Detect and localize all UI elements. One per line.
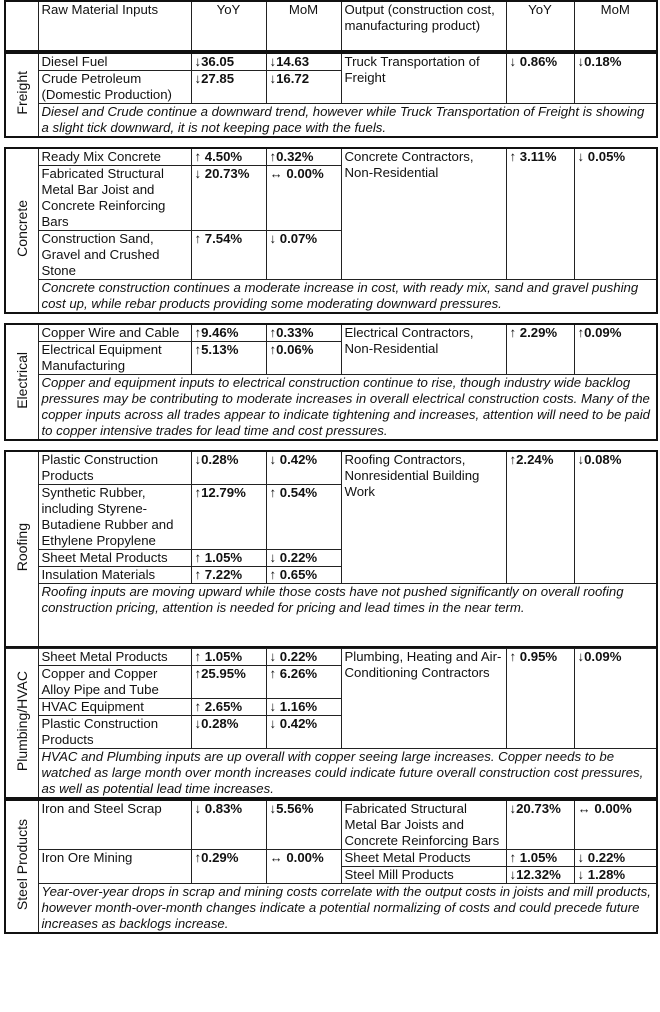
input-mom: ↑ 6.26%	[266, 666, 341, 699]
input-name: Plastic Construction Products	[38, 716, 191, 749]
output-mom: ↓ 1.28%	[574, 867, 657, 884]
category-label	[5, 800, 38, 933]
input-yoy: ↓0.28%	[191, 451, 266, 485]
input-mom: ↑0.33%	[266, 324, 341, 342]
input-mom: ↔ 0.00%	[266, 166, 341, 231]
section-electrical	[4, 323, 658, 441]
input-name: Fabricated Structural Metal Bar Joist and Concrete Reinforcing Bars	[38, 166, 191, 231]
section-note: Roofing inputs are moving upward while those costs have not pushed significantly on overall roofing construction pricing, attention is needed for pricing and lead times in the near term.	[38, 584, 657, 648]
output-name: Roofing Contractors, Nonresidential Building Work	[341, 451, 506, 584]
input-yoy: ↑ 1.05%	[191, 649, 266, 666]
input-name: Electrical Equipment Manufacturing	[38, 342, 191, 375]
input-mom: ↑0.06%	[266, 342, 341, 375]
category-label-text: Plumbing/HVAC	[13, 670, 30, 772]
input-name: Construction Sand, Gravel and Crushed Stone	[38, 231, 191, 280]
input-name: Diesel Fuel	[38, 53, 191, 71]
header-row	[5, 1, 657, 51]
output-name: Sheet Metal Products	[341, 850, 506, 867]
input-name: Copper Wire and Cable	[38, 324, 191, 342]
input-name: Ready Mix Concrete	[38, 148, 191, 166]
note-row	[5, 584, 657, 648]
category-label	[5, 649, 38, 799]
section-note: Copper and equipment inputs to electrical construction continue to rise, though industry wide backlog pressures may be contributing to moderate increases in overall electrical construction costs. Many of the copper inputs across all trades appear to indicate tightening and increases, attention will need to be paid to copper intensive trades for lead time and cost pressures.	[38, 375, 657, 441]
header-input-yoy: YoY	[191, 1, 266, 51]
category-label-text: Freight	[13, 71, 30, 115]
input-yoy: ↑12.79%	[191, 485, 266, 550]
section-freight	[4, 52, 658, 138]
section-steel-products	[4, 799, 658, 934]
output-yoy: ↓ 0.86%	[506, 53, 574, 104]
table-row	[5, 148, 657, 166]
output-mom: ↓0.18%	[574, 53, 657, 104]
output-mom: ↑0.09%	[574, 324, 657, 375]
input-mom: ↔ 0.00%	[266, 850, 341, 884]
category-label	[5, 324, 38, 440]
input-mom: ↓ 0.42%	[266, 451, 341, 485]
output-mom: ↓ 0.05%	[574, 148, 657, 280]
input-mom: ↓ 0.42%	[266, 716, 341, 749]
section-note: HVAC and Plumbing inputs are up overall with copper seeing large increases. Copper needs to be watched as large month over month increases could indicate future overall construction cost pressures, as well as potential lead time increases.	[38, 749, 657, 799]
header-output-mom: MoM	[574, 1, 657, 51]
section-gap	[4, 314, 656, 323]
output-yoy: ↑2.24%	[506, 451, 574, 584]
input-mom: ↓ 0.22%	[266, 550, 341, 567]
section-roofing	[4, 450, 658, 648]
category-label-text: Concrete	[13, 200, 30, 257]
section-plumbing-hvac	[4, 648, 658, 799]
note-row	[5, 375, 657, 441]
category-label	[5, 148, 38, 313]
input-mom: ↓ 0.22%	[266, 649, 341, 666]
section-note: Diesel and Crude continue a downward trend, however while Truck Transportation of Freight is showing a slight tick downward, it is not keeping pace with the fuels.	[38, 104, 657, 138]
output-yoy: ↑ 1.05%	[506, 850, 574, 867]
sections-container	[4, 52, 656, 934]
section-concrete	[4, 147, 658, 314]
header-output: Output (construction cost, manufacturing product)	[341, 1, 506, 51]
input-yoy: ↓27.85	[191, 71, 266, 104]
input-mom: ↓16.72	[266, 71, 341, 104]
note-row	[5, 280, 657, 314]
input-yoy: ↑25.95%	[191, 666, 266, 699]
output-yoy: ↓12.32%	[506, 867, 574, 884]
table-row	[5, 649, 657, 666]
input-mom: ↓14.63	[266, 53, 341, 71]
note-row	[5, 104, 657, 138]
cost-trends-document	[4, 0, 656, 934]
input-name: Crude Petroleum (Domestic Production)	[38, 71, 191, 104]
input-yoy: ↑ 2.65%	[191, 699, 266, 716]
input-yoy: ↑9.46%	[191, 324, 266, 342]
output-name: Electrical Contractors, Non-Residential	[341, 324, 506, 375]
input-name: HVAC Equipment	[38, 699, 191, 716]
input-yoy: ↑0.29%	[191, 850, 266, 884]
output-yoy: ↑ 2.29%	[506, 324, 574, 375]
output-mom: ↔ 0.00%	[574, 800, 657, 850]
output-mom: ↓0.08%	[574, 451, 657, 584]
input-yoy: ↑5.13%	[191, 342, 266, 375]
input-name: Sheet Metal Products	[38, 550, 191, 567]
category-label	[5, 451, 38, 647]
input-name: Insulation Materials	[38, 567, 191, 584]
output-yoy: ↑ 3.11%	[506, 148, 574, 280]
input-yoy: ↑ 4.50%	[191, 148, 266, 166]
section-gap	[4, 138, 656, 147]
output-yoy: ↑ 0.95%	[506, 649, 574, 749]
input-yoy: ↓ 20.73%	[191, 166, 266, 231]
table-row	[5, 53, 657, 71]
input-mom: ↑ 0.65%	[266, 567, 341, 584]
table-row	[5, 800, 657, 850]
category-label-text: Steel Products	[13, 818, 30, 911]
output-yoy: ↓20.73%	[506, 800, 574, 850]
output-name: Steel Mill Products	[341, 867, 506, 884]
input-name: Iron and Steel Scrap	[38, 800, 191, 850]
output-name: Truck Transportation of Freight	[341, 53, 506, 104]
header-input-mom: MoM	[266, 1, 341, 51]
note-row	[5, 884, 657, 934]
input-name: Sheet Metal Products	[38, 649, 191, 666]
output-mom: ↓ 0.22%	[574, 850, 657, 867]
section-note: Year-over-year drops in scrap and mining costs correlate with the output costs in joists and mill products, however month-over-month changes indicate a potential normalizing of costs and could precede future increases as backlogs increase.	[38, 884, 657, 934]
category-label-text: Electrical	[13, 351, 30, 409]
section-gap	[4, 441, 656, 450]
category-label	[5, 53, 38, 137]
category-label-text: Roofing	[13, 522, 30, 572]
input-mom: ↓5.56%	[266, 800, 341, 850]
section-note: Concrete construction continues a moderate increase in cost, with ready mix, sand and gravel pushing cost up, while rebar products providing some moderating downward pressures.	[38, 280, 657, 314]
header-raw-inputs: Raw Material Inputs	[38, 1, 191, 51]
input-name: Iron Ore Mining	[38, 850, 191, 884]
input-yoy: ↑ 1.05%	[191, 550, 266, 567]
output-name: Concrete Contractors, Non-Residential	[341, 148, 506, 280]
input-mom: ↑ 0.54%	[266, 485, 341, 550]
output-name: Fabricated Structural Metal Bar Joists and Concrete Reinforcing Bars	[341, 800, 506, 850]
note-row	[5, 749, 657, 799]
header-table	[4, 0, 658, 52]
output-name: Plumbing, Heating and Air-Conditioning Contractors	[341, 649, 506, 749]
input-yoy: ↑ 7.54%	[191, 231, 266, 280]
header-output-yoy: YoY	[506, 1, 574, 51]
table-row	[5, 850, 657, 867]
input-mom: ↓ 0.07%	[266, 231, 341, 280]
input-mom: ↑0.32%	[266, 148, 341, 166]
table-row	[5, 451, 657, 485]
output-mom: ↓0.09%	[574, 649, 657, 749]
input-name: Synthetic Rubber, including Styrene-Butadiene Rubber and Ethylene Propylene	[38, 485, 191, 550]
input-yoy: ↑ 7.22%	[191, 567, 266, 584]
input-name: Plastic Construction Products	[38, 451, 191, 485]
header-blank	[5, 1, 38, 51]
input-yoy: ↓36.05	[191, 53, 266, 71]
table-row	[5, 324, 657, 342]
input-mom: ↓ 1.16%	[266, 699, 341, 716]
input-yoy: ↓0.28%	[191, 716, 266, 749]
input-name: Copper and Copper Alloy Pipe and Tube	[38, 666, 191, 699]
input-yoy: ↓ 0.83%	[191, 800, 266, 850]
